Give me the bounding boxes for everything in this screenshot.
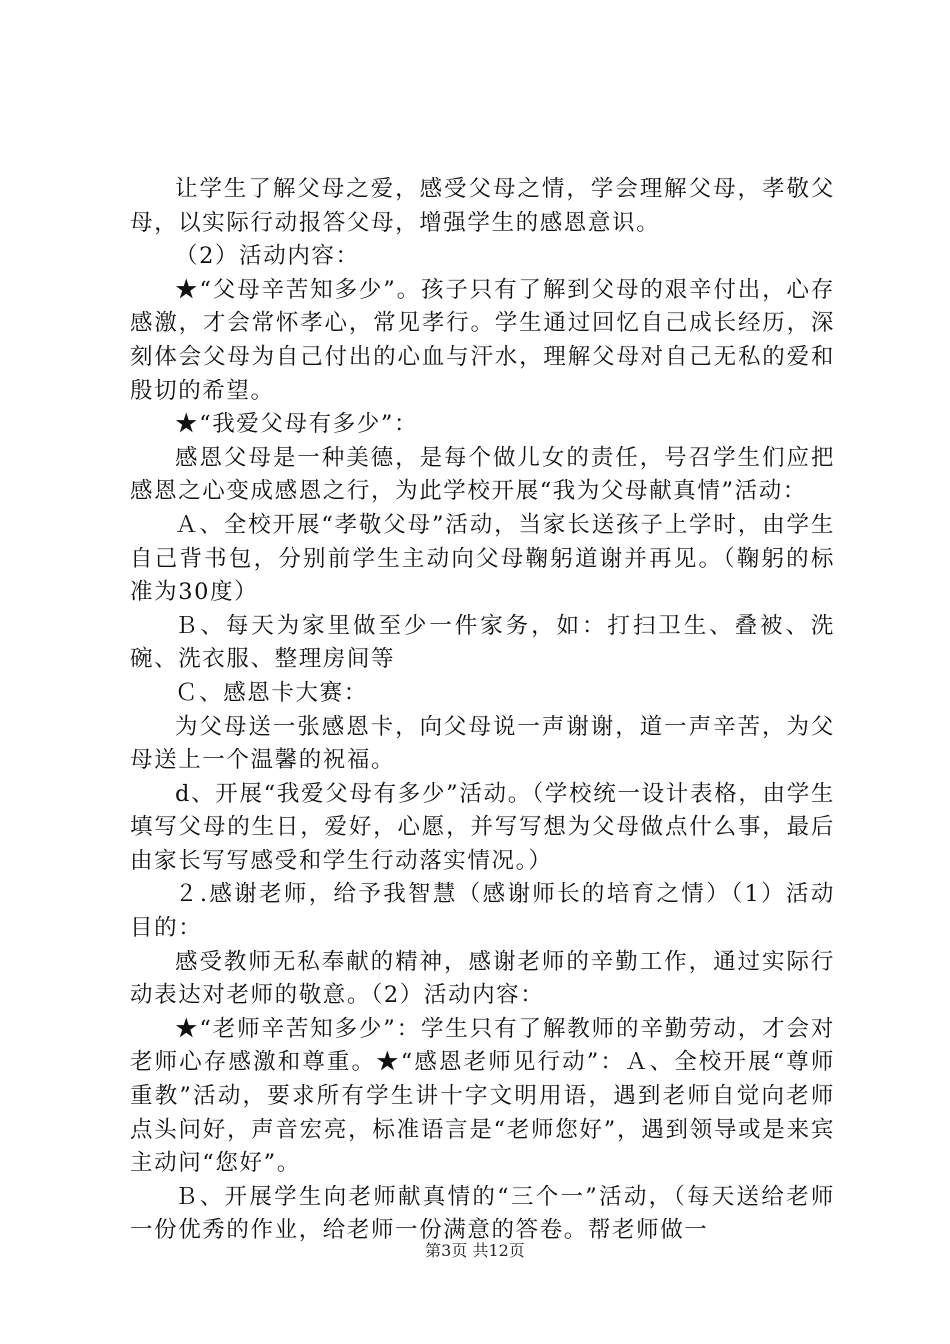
paragraph-goal-parents: 让学生了解父母之爱，感受父母之情，学会理解父母，孝敬父母，以实际行动报答父母，增强学生的感恩意识。 — [130, 176, 835, 236]
paragraph-item-d-form: d、开展“我爱父母有多少”活动。（学校统一设计表格，由学生填写父母的生日，爱好，心愿，并写写想为父母做点什么事，最后由家长写写感受和学生行动落实情况。） — [130, 780, 835, 874]
paragraph-teacher-activities: ★“老师辛苦知多少”：学生只有了解教师的辛勤劳动，才会对老师心存感激和尊重。★“感恩老师见行动”：Ａ、全校开展“尊师重教”活动，要求所有学生讲十字文明用语，遇到老师自觉向老师点头问好，声音宏亮，标准语言是“老师您好”，遇到领导或是来宾主动问“您好”。 — [130, 1015, 835, 1177]
paragraph-section-2-heading: ２.感谢老师，给予我智慧（感谢师长的培育之情）（1）活动目的： — [130, 881, 835, 942]
paragraph-love-parents-heading: ★“我爱父母有多少”： — [175, 411, 419, 438]
paragraph-gratitude-virtue: 感恩父母是一种美德，是每个做儿女的责任，号召学生们应把感恩之心变成感恩之行，为此学校开展“我为父母献真情”活动： — [130, 444, 835, 505]
paragraph-item-c-card-contest: Ｃ、感恩卡大赛： — [175, 679, 368, 706]
paragraph-parents-hardship: ★“父母辛苦知多少”。孩子只有了解到父母的艰辛付出，心存感激，才会常怀孝心，常见孝行。学生通过回忆自己成长经历，深刻体会父母为自己付出的心血与汗水，理解父母对自己无私的爱和殷切的希望。 — [130, 276, 835, 404]
paragraph-teacher-goal: 感受教师无私奉献的精神，感谢老师的辛勤工作，通过实际行动表达对老师的敬意。（2）活动内容： — [130, 948, 835, 1009]
paragraph-card-description: 为父母送一张感恩卡，向父母说一声谢谢，道一声辛苦，为父母送上一个温馨的祝福。 — [130, 713, 835, 774]
paragraph-three-ones: Ｂ、开展学生向老师献真情的“三个一”活动，（每天送给老师一份优秀的作业，给老师一份满意的答卷。帮老师做一 — [130, 1183, 835, 1244]
paragraph-item-a-filial: Ａ、全校开展“孝敬父母”活动，当家长送孩子上学时，由学生自己背书包，分别前学生主动向父母鞠躬道谢并再见。（鞠躬的标准为30度） — [130, 511, 835, 606]
page-number-label: 第3页 共12页 — [425, 1241, 525, 1260]
page-footer — [0, 1240, 950, 1262]
paragraph-item-b-chores: Ｂ、每天为家里做至少一件家务，如：打扫卫生、叠被、洗碗、洗衣服、整理房间等 — [130, 612, 835, 673]
paragraph-activity-content-heading: （2）活动内容： — [175, 243, 360, 270]
document-body — [130, 173, 835, 1248]
